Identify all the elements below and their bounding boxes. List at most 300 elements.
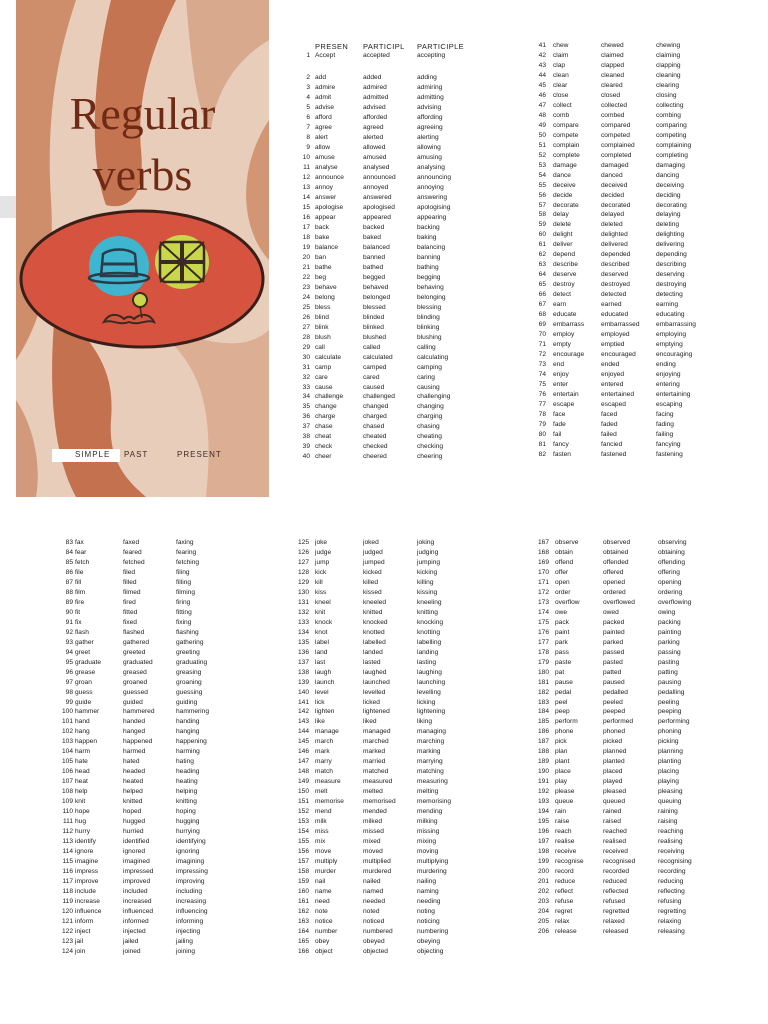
verb-past: checked (363, 443, 388, 451)
verb-base: hammer (75, 708, 100, 716)
verb-number: 41 (538, 42, 546, 49)
verb-present: influencing (176, 907, 208, 915)
verb-past: observed (603, 539, 631, 546)
verb-present: deserving (656, 271, 685, 279)
verb-present: memorising (417, 798, 452, 806)
verb-present: harming (176, 748, 200, 756)
verb-number: 6 (306, 114, 310, 122)
verb-past: liked (363, 718, 377, 726)
verb-past: begged (363, 273, 386, 281)
verb-base: manage (315, 728, 339, 736)
verb-past: marched (363, 738, 389, 746)
verb-number: 19 (302, 243, 310, 251)
verb-present: marrying (417, 758, 443, 766)
verb-number: 162 (297, 907, 309, 915)
verb-base: earn (553, 301, 567, 309)
verb-base: kneel (315, 598, 331, 606)
verb-base: fasten (553, 450, 571, 458)
verb-past: cleared (601, 81, 623, 89)
verb-base: hug (75, 818, 87, 826)
verb-past: described (601, 261, 630, 269)
verb-past: killed (363, 578, 379, 586)
verb-number: 130 (297, 588, 309, 596)
verb-number: 36 (302, 413, 310, 421)
verb-past: judged (363, 548, 383, 556)
verb-number: 195 (537, 818, 549, 826)
verb-base: perform (555, 718, 578, 726)
verb-present: adding (417, 74, 437, 82)
verb-present: fixing (176, 618, 192, 626)
verb-base: plant (555, 758, 570, 766)
verb-base: miss (315, 828, 329, 836)
verb-past: paused (603, 678, 625, 686)
verb-base: plan (555, 748, 568, 756)
verb-past: realised (603, 838, 627, 846)
verb-number: 110 (62, 808, 73, 816)
verb-past: kissed (363, 588, 382, 596)
verb-present: injecting (176, 927, 201, 935)
verb-present: employing (656, 331, 687, 339)
verb-number: 94 (65, 648, 73, 656)
verb-past: pasted (603, 658, 623, 666)
verb-past: blinked (363, 323, 384, 331)
verb-past: afforded (363, 114, 388, 122)
verb-base: last (315, 658, 326, 666)
verb-number: 149 (297, 778, 309, 786)
verb-base: employ (553, 331, 575, 339)
verb-present: earning (656, 301, 678, 309)
verb-number: 53 (538, 161, 546, 169)
verb-present: observing (658, 539, 687, 546)
verb-present: reducing (658, 877, 684, 885)
verb-present: agreeing (417, 124, 443, 132)
verb-past: named (363, 887, 384, 895)
verb-present: painting (658, 628, 682, 636)
verb-present: fancying (656, 440, 681, 448)
verb-past: passed (603, 648, 625, 656)
verb-base: guide (75, 698, 92, 706)
verb-past: hanged (123, 728, 146, 736)
verb-past: bathed (363, 263, 384, 271)
verb-present: entering (656, 380, 680, 388)
verb-number: 180 (537, 668, 549, 676)
verb-present: joking (417, 539, 435, 546)
verb-number: 58 (538, 211, 546, 219)
verb-past: patted (603, 668, 622, 676)
verb-present: measuring (417, 778, 448, 786)
verb-number: 40 (302, 453, 310, 461)
verb-number: 29 (302, 343, 310, 351)
legend-past: PAST (124, 450, 149, 459)
verb-present: hammering (176, 708, 209, 716)
verb-past: knocked (363, 618, 388, 626)
verb-number: 14 (302, 194, 310, 202)
verb-present: planting (658, 758, 682, 766)
verb-past: failed (601, 430, 617, 438)
verb-base-column (553, 41, 603, 460)
verb-past: decorated (601, 201, 631, 209)
verb-present: clearing (656, 81, 680, 89)
verb-present: analysing (417, 164, 445, 172)
verb-number: 125 (297, 539, 309, 546)
verb-number: 60 (538, 231, 546, 239)
verb-past: camped (363, 363, 387, 371)
verb-present: collecting (656, 101, 684, 109)
verb-past: reduced (603, 877, 627, 885)
verb-base: melt (315, 788, 328, 796)
verb-base: jail (75, 937, 84, 945)
verb-present: opening (658, 578, 682, 586)
verb-present: competing (656, 131, 687, 139)
verb-base: reach (555, 828, 572, 836)
verb-past: completed (601, 151, 632, 159)
verb-present: deceiving (656, 181, 684, 189)
verb-past: deleted (601, 221, 623, 229)
verb-base: pedal (555, 688, 572, 696)
verb-present: joining (176, 947, 196, 955)
verb-past: greeted (123, 648, 146, 656)
verb-number: 126 (297, 548, 309, 556)
verb-number: 18 (302, 233, 310, 241)
verb-number: 156 (297, 848, 309, 856)
verb-number: 140 (297, 688, 309, 696)
verb-number: 55 (538, 181, 546, 189)
verb-number: 113 (62, 838, 73, 846)
verb-base: fit (75, 608, 81, 616)
verb-number: 31 (302, 363, 310, 371)
verb-past: memorised (363, 798, 396, 806)
verb-past: labelled (363, 638, 386, 646)
verb-present: recording (658, 867, 686, 875)
verb-number: 185 (537, 718, 549, 726)
verb-present: obtaining (658, 548, 685, 556)
verb-number: 194 (537, 808, 549, 816)
verb-present: peeping (658, 708, 682, 716)
verb-present: jumping (417, 558, 441, 566)
verb-number: 128 (297, 568, 309, 576)
verb-present: identifying (176, 838, 206, 846)
verb-number: 121 (61, 917, 73, 925)
verb-past: agreed (363, 124, 384, 132)
verb-present: ignoring (176, 848, 200, 856)
verb-present: informing (176, 917, 204, 925)
verb-present: releasing (658, 927, 685, 935)
verb-base: clap (553, 61, 566, 69)
verb-past: licked (363, 698, 380, 706)
verb-present: marching (417, 738, 445, 746)
verb-number: 67 (538, 301, 546, 309)
verb-number: 171 (537, 578, 549, 586)
verb-number: 11 (303, 164, 310, 172)
verb-present: lightening (417, 708, 446, 716)
verb-base: compete (553, 131, 579, 139)
verb-number: 167 (537, 539, 549, 546)
verb-base: pack (555, 618, 569, 626)
verb-present: mending (417, 808, 443, 816)
verb-base: claim (553, 51, 569, 59)
verb-number: 145 (297, 738, 309, 746)
verb-base: note (315, 907, 328, 915)
verb-past: hugged (123, 818, 146, 826)
verb-past: allowed (363, 144, 386, 152)
verb-present: ending (656, 361, 676, 368)
verb-base: phone (555, 728, 574, 736)
verb-number: 184 (537, 708, 549, 716)
verb-past: identified (123, 838, 150, 846)
verb-present: knotting (417, 628, 441, 636)
verb-number: 182 (537, 688, 549, 696)
verb-present: jailing (176, 937, 193, 945)
verb-number: 89 (65, 598, 73, 606)
verb-base: charge (315, 413, 336, 421)
verb-base: knock (315, 618, 333, 626)
verb-base: pause (555, 678, 573, 686)
verb-present: levelling (417, 688, 441, 696)
verb-past: announced (363, 174, 396, 182)
verb-past: ordered (603, 588, 626, 596)
verb-present: pausing (658, 678, 682, 686)
verb-past: kicked (363, 568, 382, 576)
verb-number: 170 (537, 568, 549, 576)
verb-number: 189 (537, 758, 549, 766)
verb-past: chewed (601, 42, 624, 49)
verb-past: encouraged (601, 351, 636, 359)
verb-present: improving (176, 877, 205, 885)
verb-past: recorded (603, 867, 630, 875)
verb-base: Accept (315, 52, 336, 59)
verb-number: 139 (297, 678, 309, 686)
verb-past: milked (363, 818, 383, 826)
verb-base: mend (315, 808, 332, 816)
verb-base: analyse (315, 164, 338, 172)
verb-number: 97 (65, 678, 73, 686)
verb-present: ordering (658, 588, 683, 596)
verb-present: laughing (417, 668, 442, 676)
verb-present: noticing (417, 917, 440, 925)
verb-past: mixed (363, 838, 381, 846)
verb-past: kneeled (363, 598, 387, 606)
verb-base: deceive (553, 181, 576, 189)
verb-base: challenge (315, 393, 344, 401)
verb-past: pleased (603, 788, 627, 796)
verb-past: belonged (363, 293, 391, 301)
verb-number: 15 (302, 204, 310, 212)
verb-number: 3 (306, 84, 310, 92)
verb-number: 187 (537, 738, 549, 746)
verb-number: 44 (538, 71, 546, 79)
verb-past: raised (603, 818, 621, 826)
verb-base: belong (315, 293, 335, 301)
verb-base: allow (315, 144, 331, 152)
verb-base: realise (555, 838, 575, 846)
verb-past: knitted (363, 608, 383, 616)
verb-base: raise (555, 818, 570, 826)
verb-number: 24 (302, 293, 310, 301)
verb-present: performing (658, 718, 690, 726)
verb-base: knot (315, 628, 328, 636)
verb-present: answering (417, 194, 448, 202)
verb-past: picked (603, 738, 623, 746)
verb-present: fastening (656, 450, 683, 458)
verb-base: recognise (555, 858, 584, 865)
verb-past: measured (363, 778, 393, 786)
verb-base: hate (75, 758, 88, 766)
verb-number: 76 (538, 390, 546, 398)
verb-number: 200 (537, 867, 549, 875)
verb-present: pasting (658, 658, 680, 666)
verb-past: deserved (601, 271, 629, 279)
verb-past: moved (363, 848, 383, 856)
verb-number: 22 (302, 273, 310, 281)
verb-past: peeled (603, 698, 623, 706)
verb-number: 32 (302, 373, 310, 381)
verb-past: blinded (363, 313, 385, 321)
verb-present: blushing (417, 333, 442, 341)
verb-present: raining (658, 808, 678, 816)
verb-past: lightened (363, 708, 390, 716)
verb-number: 197 (537, 838, 549, 846)
verb-number: 131 (297, 598, 309, 606)
verb-number: 118 (62, 887, 73, 895)
verb-number: 201 (537, 877, 549, 885)
verb-base: chew (553, 42, 569, 49)
verb-past: harmed (123, 748, 146, 756)
verb-present: reaching (658, 828, 684, 836)
verb-base: annoy (315, 184, 333, 192)
verb-present-column (658, 538, 713, 937)
verb-past: opened (603, 578, 626, 586)
verb-past: chased (363, 423, 385, 431)
verb-base: alert (315, 134, 328, 142)
verb-base: paint (555, 628, 570, 636)
verb-present: completing (656, 151, 688, 159)
verb-past: reflected (603, 887, 629, 895)
verb-present: guessing (176, 688, 203, 696)
verb-base: collect (553, 101, 572, 109)
verb-present: playing (658, 778, 679, 786)
verb-past: rained (603, 808, 622, 816)
verb-past: obtained (603, 548, 629, 556)
verb-number: 9 (306, 144, 310, 152)
verb-base: open (555, 578, 570, 586)
verb-present: backing (417, 224, 440, 231)
verb-number: 79 (538, 420, 546, 428)
verb-past: hated (123, 758, 140, 766)
verb-present-column (176, 538, 231, 957)
verb-present: hugging (176, 818, 200, 826)
verb-number: 95 (65, 658, 73, 666)
verb-number: 106 (61, 768, 73, 776)
verb-past: calculated (363, 353, 393, 361)
verb-past: closed (601, 91, 621, 99)
verb-number: 102 (61, 728, 73, 736)
verb-base: close (553, 91, 569, 99)
verb-number: 64 (538, 271, 546, 279)
verb-past: recognised (603, 858, 636, 865)
verb-number: 198 (537, 848, 549, 856)
verb-base: match (315, 768, 333, 776)
verb-base: include (75, 887, 96, 895)
verb-number: 50 (538, 131, 546, 139)
verb-number: 7 (306, 124, 310, 132)
verb-present: appearing (417, 214, 447, 222)
verb-number: 8 (306, 134, 310, 142)
verb-number: 105 (61, 758, 73, 766)
verb-present: nailing (417, 877, 437, 885)
verb-number: 13 (302, 184, 310, 192)
verb-number: 16 (302, 214, 310, 222)
verb-number: 173 (537, 598, 549, 606)
verb-present: embarrassing (656, 321, 696, 329)
verb-base: record (555, 867, 574, 875)
verb-present: escaping (656, 400, 683, 408)
verb-number: 65 (538, 281, 546, 289)
verb-base: multiply (315, 858, 338, 865)
verb-past: laughed (363, 668, 387, 676)
verb-past: appeared (363, 214, 391, 222)
verb-past: delivered (601, 241, 628, 249)
verb-base: obey (315, 937, 330, 945)
verb-number-column (528, 41, 546, 460)
verb-number: 86 (65, 568, 73, 576)
verb-number: 174 (537, 608, 549, 616)
verb-base: check (315, 443, 333, 451)
verb-present: packing (658, 618, 681, 626)
verb-past: heated (123, 778, 144, 786)
verb-number: 123 (61, 937, 73, 945)
verb-number: 155 (297, 838, 309, 846)
verb-number: 54 (538, 171, 546, 179)
verb-base: label (315, 638, 329, 646)
verb-present: decorating (656, 201, 687, 209)
verb-past: destroyed (601, 281, 630, 289)
verb-past: blushed (363, 333, 387, 341)
verb-present: needing (417, 897, 441, 905)
verb-present: labelling (417, 638, 442, 646)
verb-past: combed (601, 111, 625, 119)
verb-base: file (75, 568, 84, 576)
verb-present: delaying (656, 211, 681, 219)
verb-past: impressed (123, 867, 154, 875)
verb-number: 134 (297, 628, 309, 636)
verb-present: fetching (176, 558, 200, 566)
verb-present: hanging (176, 728, 200, 736)
verb-past: ended (601, 361, 620, 368)
verb-past: employed (601, 331, 630, 339)
verb-past: phoned (603, 728, 626, 736)
verb-base: place (555, 768, 571, 776)
verb-number: 63 (538, 261, 546, 269)
verb-base: announce (315, 174, 344, 182)
verb-base: help (75, 788, 88, 796)
verb-past: apologised (363, 204, 395, 212)
verb-base: compare (553, 121, 579, 129)
verb-past: jumped (363, 558, 385, 566)
verb-past: ignored (123, 848, 145, 856)
verb-number: 61 (538, 241, 546, 249)
verb-number: 99 (65, 698, 73, 706)
verb-present: dancing (656, 171, 680, 179)
verb-base: order (555, 588, 571, 596)
verb-number: 193 (537, 798, 549, 806)
cover-title-line1: Regular (69, 88, 216, 139)
verb-present: hurrying (176, 828, 200, 836)
verb-present: increasing (176, 897, 207, 905)
verb-past: graduated (123, 658, 153, 666)
verb-base-column (75, 538, 125, 957)
verb-past: multiplied (363, 858, 391, 865)
verb-past: played (603, 778, 623, 786)
